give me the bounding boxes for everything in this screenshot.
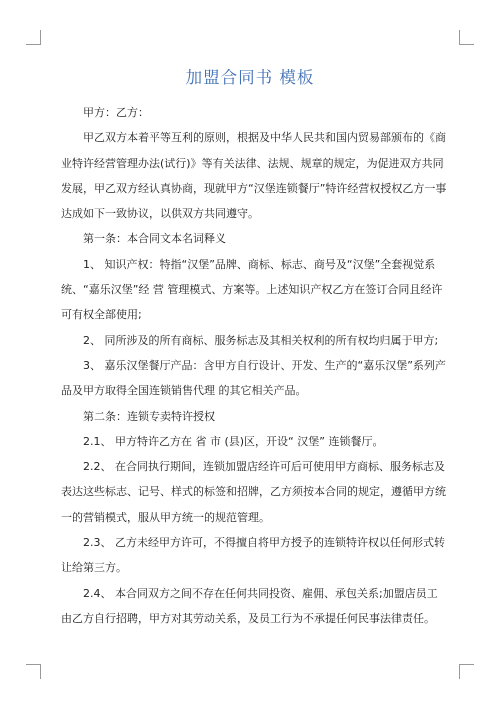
article-2-clause-2: 2.2、 在合同执行期间，连锁加盟店经许可后可使用甲方商标、服务标志及表达这些标志、记号、样式的标签和招牌，乙方须按本合同的规定，遵循甲方统一的营销模式，服从甲方统一的规范管理。 xyxy=(61,460,446,524)
article-1-heading: 第一条：本合同文本名词释义 xyxy=(83,232,226,246)
crop-mark-top-right xyxy=(459,30,474,45)
crop-mark-bottom-right xyxy=(459,664,474,679)
parties-line: 甲方：乙方： xyxy=(83,106,149,119)
crop-mark-top-left xyxy=(26,30,41,45)
article-2-clause-3: 2.3、 乙方未经甲方许可，不得擅自将甲方授予的连锁特许权以任何形式转让给第三方。 xyxy=(61,536,445,575)
crop-mark-bottom-left xyxy=(26,664,41,679)
document-title: 加盟合同书 模板 xyxy=(185,68,315,87)
article-2-heading: 第二条：连锁专卖特许授权 xyxy=(83,409,215,423)
preamble-paragraph: 甲乙双方本着平等互利的原则，根据及中华人民共和国内贸易部颁布的《商业特许经营管理办法(试行)》等有关法律、法规、规章的规定，为促进双方共同发展，甲乙双方经认真协商，现就甲方“汉堡连锁餐厅”特许经营权授权乙方一事达成如下一致协议，以供双方共同遵守。 xyxy=(61,131,447,221)
article-2-clause-1: 2.1、 甲方特许乙方在 省 市 (县)区，开设“ 汉堡” 连锁餐厅。 xyxy=(83,434,384,448)
article-1-clause-1: 1、 知识产权：特指“汉堡”品牌、商标、标志、商号及“汉堡”全套视觉系统、“嘉乐汉堡”经 营 管理模式、方案等。上述知识产权乙方在签订合同且经许可有权全部使用; xyxy=(61,257,443,322)
article-1-clause-2: 2、 同所涉及的所有商标、服务标志及其相关权利的所有权均归属于甲方; xyxy=(83,333,439,347)
document-body xyxy=(61,100,448,631)
article-2-clause-4: 2.4、 本合同双方之间不存在任何共同投资、雇佣、承包关系;加盟店员工由乙方自行招聘，甲方对其劳动关系，及员工行为不承提任何民事法律责任。 xyxy=(61,586,438,625)
article-1-clause-3: 3、 嘉乐汉堡餐厅产品：含甲方自行设计、开发、生产的“嘉乐汉堡”系列产品及甲方取得全国连锁销售代理 的其它相关产品。 xyxy=(61,358,446,398)
